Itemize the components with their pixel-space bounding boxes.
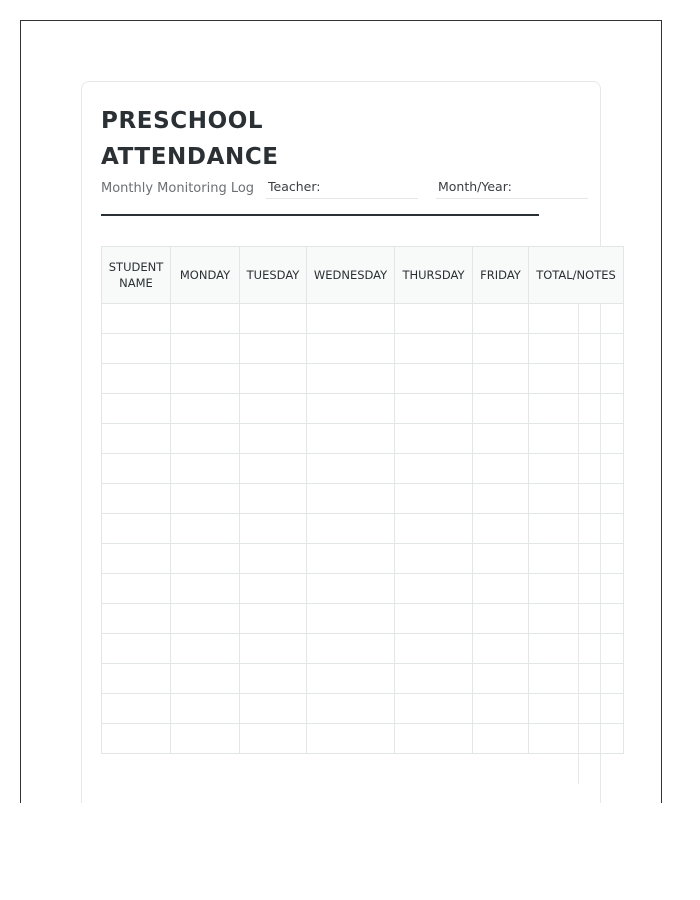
cell-thursday[interactable] [395,724,473,754]
cell-tuesday[interactable] [240,334,307,364]
cell-wednesday[interactable] [307,334,395,364]
cell-thursday[interactable] [395,544,473,574]
table-row [102,394,624,424]
table-row [102,724,624,754]
cell-total-notes[interactable] [529,484,624,514]
table-row [102,544,624,574]
cell-wednesday[interactable] [307,454,395,484]
cell-tuesday[interactable] [240,454,307,484]
table-row [102,634,624,664]
table-row [102,424,624,454]
cell-wednesday[interactable] [307,304,395,334]
cell-friday[interactable] [473,424,529,454]
cell-monday[interactable] [171,664,240,694]
cell-student-name[interactable] [102,634,171,664]
cell-total-notes[interactable] [529,664,624,694]
table-row [102,334,624,364]
column-header-monday: MONDAY [171,247,240,304]
cell-tuesday[interactable] [240,484,307,514]
cell-student-name[interactable] [102,304,171,334]
cell-wednesday[interactable] [307,694,395,724]
column-header-tuesday: TUESDAY [240,247,307,304]
table-row [102,304,624,334]
teacher-field[interactable] [266,179,418,199]
table-header-row [102,247,624,304]
cell-thursday[interactable] [395,394,473,424]
cell-total-notes[interactable] [529,334,624,364]
cell-student-name[interactable] [102,484,171,514]
cell-friday[interactable] [473,574,529,604]
cell-thursday[interactable] [395,334,473,364]
cell-wednesday[interactable] [307,634,395,664]
cell-friday[interactable] [473,544,529,574]
cell-monday[interactable] [171,514,240,544]
cell-tuesday[interactable] [240,544,307,574]
cell-friday[interactable] [473,664,529,694]
table-row [102,664,624,694]
column-header-friday: FRIDAY [473,247,529,304]
cell-thursday[interactable] [395,604,473,634]
table-row [102,514,624,544]
cell-total-notes[interactable] [529,724,624,754]
column-header-total-notes: TOTAL/NOTES [529,247,624,304]
cell-tuesday[interactable] [240,694,307,724]
cell-thursday[interactable] [395,574,473,604]
table-body [102,304,624,754]
column-header-student-name: STUDENT NAME [102,247,171,304]
cell-thursday[interactable] [395,694,473,724]
cell-wednesday[interactable] [307,394,395,424]
cell-wednesday[interactable] [307,544,395,574]
cell-total-notes[interactable] [529,304,624,334]
subtitle: Monthly Monitoring Log [101,181,255,196]
cell-wednesday[interactable] [307,574,395,604]
cell-student-name[interactable] [102,574,171,604]
title-line-1: PRESCHOOL [101,108,264,134]
cell-tuesday[interactable] [240,394,307,424]
cell-thursday[interactable] [395,364,473,394]
cell-monday[interactable] [171,604,240,634]
cell-monday[interactable] [171,484,240,514]
cell-student-name[interactable] [102,664,171,694]
cell-student-name[interactable] [102,394,171,424]
column-header-wednesday: WEDNESDAY [307,247,395,304]
cell-thursday[interactable] [395,634,473,664]
cell-thursday[interactable] [395,664,473,694]
cell-student-name[interactable] [102,694,171,724]
cell-monday[interactable] [171,454,240,484]
table-row [102,364,624,394]
table-row [102,694,624,724]
cell-friday[interactable] [473,604,529,634]
cell-student-name[interactable] [102,544,171,574]
cell-total-notes[interactable] [529,454,624,484]
cell-wednesday[interactable] [307,724,395,754]
cell-total-notes[interactable] [529,544,624,574]
cell-friday[interactable] [473,634,529,664]
cell-student-name[interactable] [102,724,171,754]
cell-tuesday[interactable] [240,364,307,394]
cell-monday[interactable] [171,694,240,724]
cell-tuesday[interactable] [240,424,307,454]
cell-thursday[interactable] [395,424,473,454]
cell-monday[interactable] [171,304,240,334]
table-row [102,454,624,484]
cell-tuesday[interactable] [240,514,307,544]
cell-friday[interactable] [473,334,529,364]
cell-thursday[interactable] [395,304,473,334]
cell-total-notes[interactable] [529,634,624,664]
cell-monday[interactable] [171,424,240,454]
cell-monday[interactable] [171,544,240,574]
cell-student-name[interactable] [102,424,171,454]
cell-student-name[interactable] [102,454,171,484]
cell-tuesday[interactable] [240,304,307,334]
teacher-label: Teacher: [268,179,321,194]
cell-student-name[interactable] [102,364,171,394]
cell-tuesday[interactable] [240,574,307,604]
month-year-field[interactable] [436,179,588,199]
cell-total-notes[interactable] [529,364,624,394]
cell-friday[interactable] [473,454,529,484]
attendance-table [101,246,624,754]
cell-tuesday[interactable] [240,724,307,754]
cell-total-notes[interactable] [529,514,624,544]
cell-monday[interactable] [171,334,240,364]
header-divider [101,214,539,216]
cell-wednesday[interactable] [307,364,395,394]
cell-friday[interactable] [473,724,529,754]
cell-tuesday[interactable] [240,634,307,664]
cell-friday[interactable] [473,304,529,334]
cell-friday[interactable] [473,364,529,394]
cell-wednesday[interactable] [307,424,395,454]
cell-tuesday[interactable] [240,664,307,694]
cell-total-notes[interactable] [529,424,624,454]
cell-wednesday[interactable] [307,484,395,514]
cell-wednesday[interactable] [307,514,395,544]
cell-wednesday[interactable] [307,604,395,634]
cell-monday[interactable] [171,574,240,604]
cell-friday[interactable] [473,514,529,544]
cell-monday[interactable] [171,634,240,664]
cell-student-name[interactable] [102,604,171,634]
table-row [102,574,624,604]
cell-student-name[interactable] [102,514,171,544]
cell-friday[interactable] [473,484,529,514]
cell-monday[interactable] [171,364,240,394]
table-row [102,604,624,634]
cell-friday[interactable] [473,394,529,424]
cell-total-notes[interactable] [529,694,624,724]
column-header-thursday: THURSDAY [395,247,473,304]
table-row [102,484,624,514]
cell-student-name[interactable] [102,334,171,364]
cell-total-notes[interactable] [529,574,624,604]
cell-total-notes[interactable] [529,394,624,424]
cell-total-notes[interactable] [529,604,624,634]
cell-tuesday[interactable] [240,604,307,634]
page-title [101,103,301,175]
cell-wednesday[interactable] [307,664,395,694]
cell-monday[interactable] [171,394,240,424]
cell-thursday[interactable] [395,454,473,484]
cell-monday[interactable] [171,724,240,754]
cell-friday[interactable] [473,694,529,724]
cell-thursday[interactable] [395,514,473,544]
cell-thursday[interactable] [395,484,473,514]
month-year-label: Month/Year: [438,179,512,194]
title-line-2: ATTENDANCE [101,144,279,170]
